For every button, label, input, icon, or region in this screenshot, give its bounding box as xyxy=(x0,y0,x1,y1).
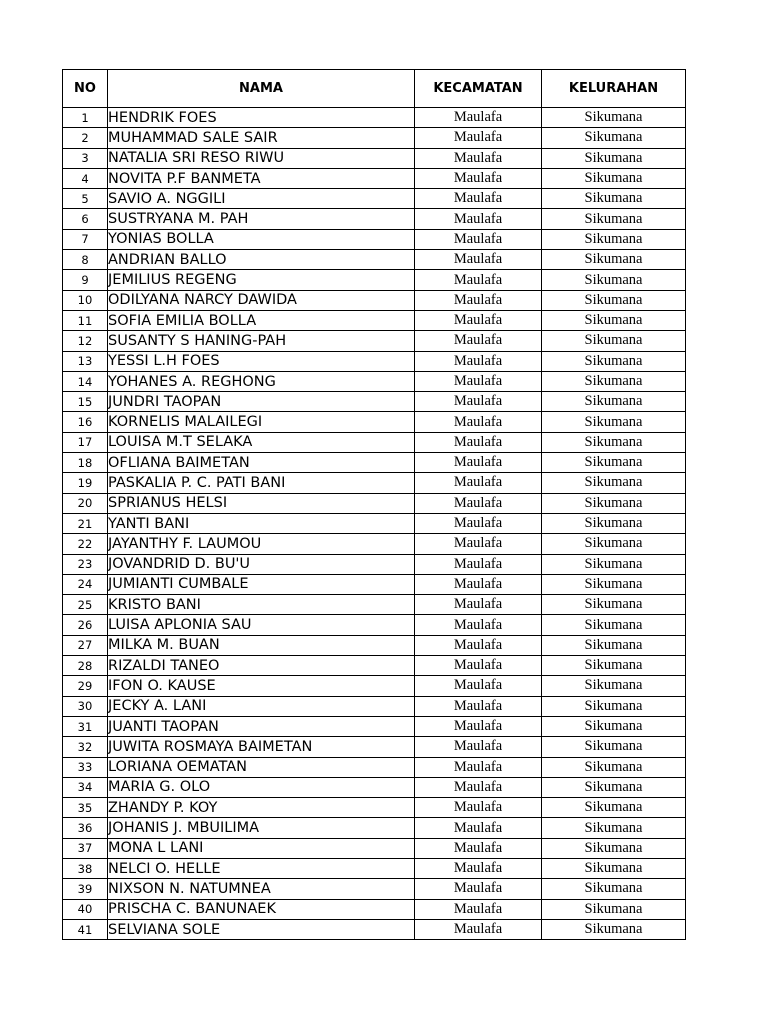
cell-nama: JUANTI TAOPAN xyxy=(108,716,415,736)
table-header-row xyxy=(63,70,686,108)
cell-no: 26 xyxy=(63,615,108,635)
cell-kelurahan: Sikumana xyxy=(542,513,686,533)
table-row xyxy=(63,412,686,432)
cell-kecamatan: Maulafa xyxy=(415,250,542,270)
table-row xyxy=(63,574,686,594)
cell-kelurahan: Sikumana xyxy=(542,412,686,432)
cell-kecamatan: Maulafa xyxy=(415,229,542,249)
cell-kecamatan: Maulafa xyxy=(415,108,542,128)
cell-no: 3 xyxy=(63,148,108,168)
cell-kelurahan: Sikumana xyxy=(542,696,686,716)
cell-nama: OFLIANA BAIMETAN xyxy=(108,453,415,473)
cell-kelurahan: Sikumana xyxy=(542,250,686,270)
table-row xyxy=(63,148,686,168)
cell-nama: SOFIA EMILIA BOLLA xyxy=(108,310,415,330)
cell-no: 37 xyxy=(63,838,108,858)
cell-no: 9 xyxy=(63,270,108,290)
table-row xyxy=(63,595,686,615)
cell-kecamatan: Maulafa xyxy=(415,919,542,939)
cell-nama: JUNDRI TAOPAN xyxy=(108,392,415,412)
cell-kelurahan: Sikumana xyxy=(542,919,686,939)
cell-nama: YANTI BANI xyxy=(108,513,415,533)
table-row xyxy=(63,635,686,655)
cell-nama: RIZALDI TANEO xyxy=(108,656,415,676)
cell-nama: NATALIA SRI RESO RIWU xyxy=(108,148,415,168)
table-row xyxy=(63,777,686,797)
cell-kelurahan: Sikumana xyxy=(542,453,686,473)
table-row xyxy=(63,108,686,128)
cell-kelurahan: Sikumana xyxy=(542,798,686,818)
cell-no: 19 xyxy=(63,473,108,493)
cell-nama: SPRIANUS HELSI xyxy=(108,493,415,513)
cell-no: 7 xyxy=(63,229,108,249)
cell-kecamatan: Maulafa xyxy=(415,838,542,858)
cell-no: 2 xyxy=(63,128,108,148)
table-row xyxy=(63,615,686,635)
table-row xyxy=(63,656,686,676)
cell-kelurahan: Sikumana xyxy=(542,493,686,513)
cell-kecamatan: Maulafa xyxy=(415,635,542,655)
cell-nama: NELCI O. HELLE xyxy=(108,858,415,878)
cell-nama: PASKALIA P. C. PATI BANI xyxy=(108,473,415,493)
cell-no: 10 xyxy=(63,290,108,310)
cell-kecamatan: Maulafa xyxy=(415,574,542,594)
table-row xyxy=(63,432,686,452)
cell-kelurahan: Sikumana xyxy=(542,737,686,757)
cell-no: 38 xyxy=(63,858,108,878)
cell-nama: JOVANDRID D. BU'U xyxy=(108,554,415,574)
cell-no: 30 xyxy=(63,696,108,716)
cell-no: 24 xyxy=(63,574,108,594)
cell-kelurahan: Sikumana xyxy=(542,310,686,330)
cell-no: 16 xyxy=(63,412,108,432)
table-row xyxy=(63,554,686,574)
cell-kecamatan: Maulafa xyxy=(415,189,542,209)
cell-kecamatan: Maulafa xyxy=(415,757,542,777)
cell-kelurahan: Sikumana xyxy=(542,899,686,919)
cell-no: 28 xyxy=(63,656,108,676)
cell-kelurahan: Sikumana xyxy=(542,716,686,736)
table-row xyxy=(63,392,686,412)
cell-nama: ODILYANA NARCY DAWIDA xyxy=(108,290,415,310)
cell-no: 27 xyxy=(63,635,108,655)
cell-kelurahan: Sikumana xyxy=(542,392,686,412)
cell-nama: LORIANA OEMATAN xyxy=(108,757,415,777)
cell-nama: MUHAMMAD SALE SAIR xyxy=(108,128,415,148)
table-row xyxy=(63,737,686,757)
table-row xyxy=(63,351,686,371)
cell-no: 39 xyxy=(63,879,108,899)
cell-kecamatan: Maulafa xyxy=(415,615,542,635)
cell-kecamatan: Maulafa xyxy=(415,554,542,574)
cell-no: 4 xyxy=(63,168,108,188)
cell-kecamatan: Maulafa xyxy=(415,392,542,412)
table-row xyxy=(63,128,686,148)
cell-kelurahan: Sikumana xyxy=(542,209,686,229)
table-row xyxy=(63,371,686,391)
cell-no: 11 xyxy=(63,310,108,330)
cell-no: 21 xyxy=(63,513,108,533)
table-row xyxy=(63,919,686,939)
cell-no: 25 xyxy=(63,595,108,615)
table-row xyxy=(63,513,686,533)
cell-no: 1 xyxy=(63,108,108,128)
cell-kecamatan: Maulafa xyxy=(415,513,542,533)
cell-kelurahan: Sikumana xyxy=(542,290,686,310)
column-header-kecamatan: KECAMATAN xyxy=(415,70,542,108)
cell-kecamatan: Maulafa xyxy=(415,128,542,148)
cell-no: 17 xyxy=(63,432,108,452)
cell-nama: SAVIO A. NGGILI xyxy=(108,189,415,209)
table-body xyxy=(63,108,686,940)
cell-nama: ZHANDY P. KOY xyxy=(108,798,415,818)
cell-nama: NOVITA P.F BANMETA xyxy=(108,168,415,188)
table-row xyxy=(63,473,686,493)
cell-kecamatan: Maulafa xyxy=(415,473,542,493)
cell-nama: IFON O. KAUSE xyxy=(108,676,415,696)
cell-kecamatan: Maulafa xyxy=(415,310,542,330)
cell-kecamatan: Maulafa xyxy=(415,290,542,310)
cell-no: 6 xyxy=(63,209,108,229)
cell-no: 5 xyxy=(63,189,108,209)
cell-kecamatan: Maulafa xyxy=(415,534,542,554)
cell-no: 40 xyxy=(63,899,108,919)
cell-nama: YOHANES A. REGHONG xyxy=(108,371,415,391)
cell-kecamatan: Maulafa xyxy=(415,595,542,615)
table-row xyxy=(63,310,686,330)
cell-kecamatan: Maulafa xyxy=(415,270,542,290)
table-row xyxy=(63,716,686,736)
cell-kecamatan: Maulafa xyxy=(415,696,542,716)
table-row xyxy=(63,168,686,188)
table-row xyxy=(63,676,686,696)
cell-kelurahan: Sikumana xyxy=(542,270,686,290)
cell-nama: MILKA M. BUAN xyxy=(108,635,415,655)
cell-nama: SUSTRYANA M. PAH xyxy=(108,209,415,229)
cell-nama: LUISA APLONIA SAU xyxy=(108,615,415,635)
cell-nama: YESSI L.H FOES xyxy=(108,351,415,371)
cell-kelurahan: Sikumana xyxy=(542,554,686,574)
cell-kecamatan: Maulafa xyxy=(415,412,542,432)
cell-no: 33 xyxy=(63,757,108,777)
resident-table xyxy=(62,69,686,940)
cell-no: 41 xyxy=(63,919,108,939)
table-row xyxy=(63,696,686,716)
cell-no: 23 xyxy=(63,554,108,574)
cell-nama: JEMILIUS REGENG xyxy=(108,270,415,290)
cell-nama: SELVIANA SOLE xyxy=(108,919,415,939)
cell-no: 20 xyxy=(63,493,108,513)
table-row xyxy=(63,250,686,270)
cell-kelurahan: Sikumana xyxy=(542,818,686,838)
cell-nama: PRISCHA C. BANUNAEK xyxy=(108,899,415,919)
cell-kelurahan: Sikumana xyxy=(542,229,686,249)
cell-kelurahan: Sikumana xyxy=(542,635,686,655)
cell-no: 14 xyxy=(63,371,108,391)
table-row xyxy=(63,838,686,858)
cell-kecamatan: Maulafa xyxy=(415,432,542,452)
table-row xyxy=(63,818,686,838)
cell-no: 36 xyxy=(63,818,108,838)
cell-nama: ANDRIAN BALLO xyxy=(108,250,415,270)
cell-nama: NIXSON N. NATUMNEA xyxy=(108,879,415,899)
cell-kecamatan: Maulafa xyxy=(415,737,542,757)
cell-kelurahan: Sikumana xyxy=(542,432,686,452)
cell-kelurahan: Sikumana xyxy=(542,351,686,371)
cell-kecamatan: Maulafa xyxy=(415,168,542,188)
cell-nama: JUWITA ROSMAYA BAIMETAN xyxy=(108,737,415,757)
cell-no: 18 xyxy=(63,453,108,473)
cell-no: 22 xyxy=(63,534,108,554)
table-row xyxy=(63,493,686,513)
table-row xyxy=(63,798,686,818)
cell-kelurahan: Sikumana xyxy=(542,595,686,615)
cell-kelurahan: Sikumana xyxy=(542,473,686,493)
cell-kecamatan: Maulafa xyxy=(415,331,542,351)
cell-kecamatan: Maulafa xyxy=(415,351,542,371)
cell-nama: SUSANTY S HANING-PAH xyxy=(108,331,415,351)
table-row xyxy=(63,270,686,290)
cell-kecamatan: Maulafa xyxy=(415,493,542,513)
table-row xyxy=(63,858,686,878)
table-row xyxy=(63,757,686,777)
cell-kecamatan: Maulafa xyxy=(415,858,542,878)
cell-kecamatan: Maulafa xyxy=(415,453,542,473)
cell-kelurahan: Sikumana xyxy=(542,128,686,148)
column-header-kelurahan: KELURAHAN xyxy=(542,70,686,108)
cell-nama: MONA L LANI xyxy=(108,838,415,858)
cell-kelurahan: Sikumana xyxy=(542,838,686,858)
cell-kelurahan: Sikumana xyxy=(542,189,686,209)
cell-no: 32 xyxy=(63,737,108,757)
cell-kelurahan: Sikumana xyxy=(542,371,686,391)
cell-no: 34 xyxy=(63,777,108,797)
cell-kelurahan: Sikumana xyxy=(542,615,686,635)
cell-no: 35 xyxy=(63,798,108,818)
cell-no: 13 xyxy=(63,351,108,371)
cell-nama: JAYANTHY F. LAUMOU xyxy=(108,534,415,554)
table-row xyxy=(63,899,686,919)
cell-nama: KRISTO BANI xyxy=(108,595,415,615)
cell-kecamatan: Maulafa xyxy=(415,148,542,168)
cell-kecamatan: Maulafa xyxy=(415,676,542,696)
table-row xyxy=(63,209,686,229)
cell-nama: MARIA G. OLO xyxy=(108,777,415,797)
cell-nama: JECKY A. LANI xyxy=(108,696,415,716)
cell-kecamatan: Maulafa xyxy=(415,716,542,736)
cell-nama: YONIAS BOLLA xyxy=(108,229,415,249)
column-header-no: NO xyxy=(63,70,108,108)
cell-kecamatan: Maulafa xyxy=(415,818,542,838)
cell-no: 15 xyxy=(63,392,108,412)
cell-kecamatan: Maulafa xyxy=(415,879,542,899)
cell-no: 8 xyxy=(63,250,108,270)
table-row xyxy=(63,453,686,473)
table-row xyxy=(63,879,686,899)
cell-kelurahan: Sikumana xyxy=(542,534,686,554)
table-row xyxy=(63,229,686,249)
cell-nama: HENDRIK FOES xyxy=(108,108,415,128)
cell-kelurahan: Sikumana xyxy=(542,777,686,797)
cell-kecamatan: Maulafa xyxy=(415,798,542,818)
table-row xyxy=(63,189,686,209)
cell-nama: JOHANIS J. MBUILIMA xyxy=(108,818,415,838)
cell-kelurahan: Sikumana xyxy=(542,168,686,188)
column-header-nama: NAMA xyxy=(108,70,415,108)
table-row xyxy=(63,534,686,554)
cell-nama: JUMIANTI CUMBALE xyxy=(108,574,415,594)
cell-kelurahan: Sikumana xyxy=(542,858,686,878)
cell-nama: LOUISA M.T SELAKA xyxy=(108,432,415,452)
cell-kecamatan: Maulafa xyxy=(415,777,542,797)
cell-kecamatan: Maulafa xyxy=(415,209,542,229)
cell-no: 31 xyxy=(63,716,108,736)
cell-kelurahan: Sikumana xyxy=(542,331,686,351)
cell-kelurahan: Sikumana xyxy=(542,656,686,676)
cell-kecamatan: Maulafa xyxy=(415,899,542,919)
cell-no: 12 xyxy=(63,331,108,351)
cell-nama: KORNELIS MALAILEGI xyxy=(108,412,415,432)
cell-kelurahan: Sikumana xyxy=(542,574,686,594)
cell-kelurahan: Sikumana xyxy=(542,148,686,168)
cell-kelurahan: Sikumana xyxy=(542,879,686,899)
cell-kecamatan: Maulafa xyxy=(415,371,542,391)
cell-kelurahan: Sikumana xyxy=(542,676,686,696)
cell-kelurahan: Sikumana xyxy=(542,108,686,128)
table-row xyxy=(63,290,686,310)
cell-kelurahan: Sikumana xyxy=(542,757,686,777)
cell-no: 29 xyxy=(63,676,108,696)
table-row xyxy=(63,331,686,351)
cell-kecamatan: Maulafa xyxy=(415,656,542,676)
